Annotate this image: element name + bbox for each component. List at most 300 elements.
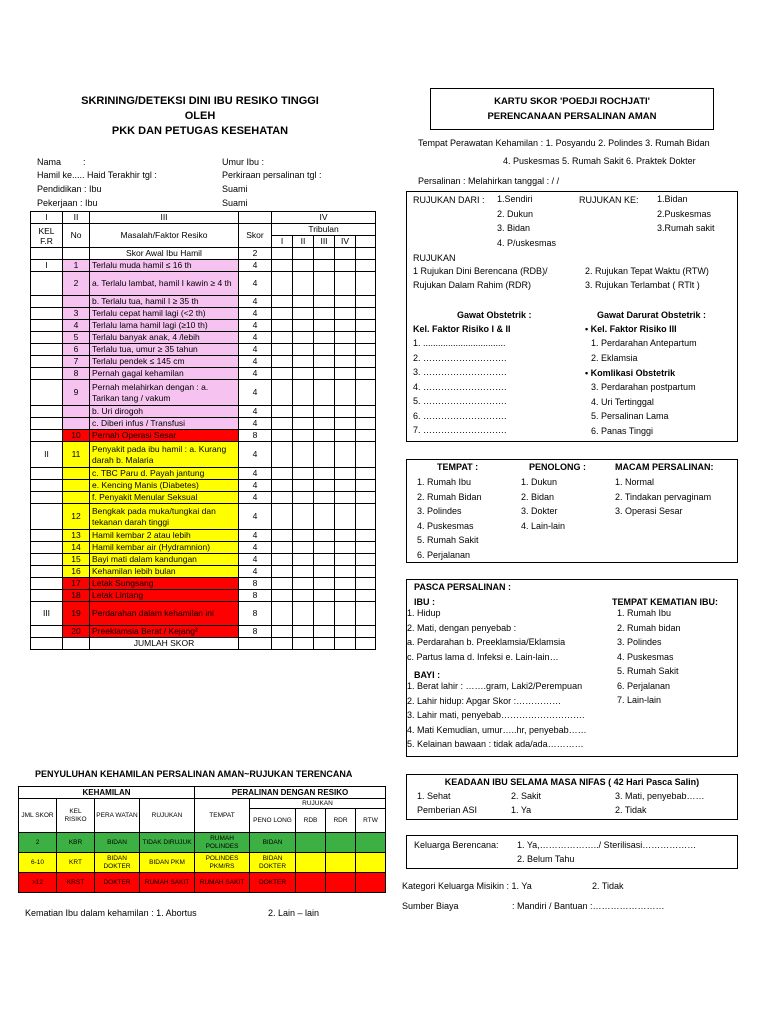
tribulan-cell[interactable]	[293, 602, 314, 626]
tribulan-cell[interactable]	[356, 480, 376, 492]
tempat-kematian-item: 3. Polindes	[617, 637, 662, 647]
tribulan-cell[interactable]	[356, 442, 376, 468]
tribulan-cell[interactable]	[314, 296, 335, 308]
risk-no: 3	[63, 308, 90, 320]
tribulan-cell[interactable]	[272, 626, 293, 638]
rujukan-dari-item: 1.Sendiri	[497, 194, 533, 204]
pen-rujukan-cell[interactable]	[356, 853, 386, 873]
risk-row	[31, 344, 376, 356]
tribulan-cell[interactable]	[293, 418, 314, 430]
tribulan-cell[interactable]	[272, 578, 293, 590]
risk-text: Penyakit pada ibu hamil : a. Kurang darah b. Malaria	[90, 442, 239, 468]
tribulan-cell[interactable]	[335, 504, 356, 530]
tribulan-cell[interactable]	[272, 380, 293, 406]
tribulan-cell[interactable]	[314, 626, 335, 638]
tribulan-cell[interactable]	[335, 296, 356, 308]
tribulan-cell[interactable]	[335, 638, 356, 650]
tribulan-cell[interactable]	[356, 468, 376, 480]
macam-list	[615, 475, 711, 519]
tribulan-col: II	[293, 236, 314, 248]
penyuluhan-row	[19, 873, 386, 893]
tribulan-cell[interactable]	[356, 492, 376, 504]
tribulan-cell[interactable]	[314, 272, 335, 296]
tribulan-cell[interactable]	[356, 602, 376, 626]
tribulan-cell[interactable]	[272, 530, 293, 542]
tribulan-cell[interactable]	[293, 590, 314, 602]
pen-tempat: RUMAH SAKIT	[195, 873, 250, 893]
risk-row	[31, 430, 376, 442]
tribulan-cell[interactable]	[335, 332, 356, 344]
penyuluhan-title: PENYULUHAN KEHAMILAN PERSALINAN AMAN~RUJUKAN TERENCANA	[35, 769, 353, 779]
tribulan-cell[interactable]	[356, 356, 376, 368]
tribulan-cell[interactable]	[356, 418, 376, 430]
pen-ruj: TIDAK DIRUJUK	[140, 833, 195, 853]
risk-no: 20	[63, 626, 90, 638]
bayi-item: 3. Lahir mati, penyebab……………………….	[407, 710, 585, 720]
col-i-header: I	[31, 212, 63, 224]
tribulan-cell[interactable]	[293, 430, 314, 442]
tribulan-cell[interactable]	[272, 332, 293, 344]
risk-text: Terlalu lama hamil lagi (≥10 th)	[90, 320, 239, 332]
risk-text: Terlalu cepat hamil lagi (<2 th)	[90, 308, 239, 320]
tribulan-cell[interactable]	[272, 492, 293, 504]
tempat-list	[417, 475, 482, 562]
tribulan-cell[interactable]	[335, 590, 356, 602]
risk-text: a. Terlalu lambat, hamil I kawin ≥ 4 th	[90, 272, 239, 296]
tribulan-cell[interactable]	[356, 248, 376, 260]
risk-text: Skor Awal Ibu Hamil	[90, 248, 239, 260]
tribulan-cell[interactable]	[335, 406, 356, 418]
pen-jml: 6-10	[19, 853, 57, 873]
risk-skor	[239, 638, 272, 650]
penyuluhan-row	[19, 833, 386, 853]
skor-header: Skor	[239, 224, 272, 248]
gawat-dots-list	[413, 336, 507, 438]
risk-no	[63, 418, 90, 430]
tribulan-cell[interactable]	[314, 504, 335, 530]
tribulan-cell[interactable]	[293, 578, 314, 590]
tribulan-cell[interactable]	[335, 356, 356, 368]
risk-text: Terlalu muda hamil ≤ 16 th	[90, 260, 239, 272]
nama-colon: :	[83, 157, 86, 167]
rujukan-ke-item: 2.Puskesmas	[657, 208, 712, 219]
risk-table	[30, 211, 376, 650]
risk-no: 18	[63, 590, 90, 602]
kel3-item: 2. Eklamsia	[591, 352, 638, 363]
tribulan-cell[interactable]	[314, 430, 335, 442]
kel-faktor-12: Kel. Faktor Risiko I & II	[413, 324, 511, 334]
tribulan-cell[interactable]	[314, 406, 335, 418]
kel3-list	[591, 336, 697, 365]
risk-no: 12	[63, 504, 90, 530]
tribulan-cell[interactable]	[314, 530, 335, 542]
risk-kel	[31, 368, 63, 380]
asi-ya: 1. Ya	[511, 805, 532, 815]
tribulan-cell[interactable]	[293, 296, 314, 308]
rujukan-dari-item: 4. P/uskesmas	[497, 237, 557, 248]
tribulan-cell[interactable]	[272, 272, 293, 296]
tribulan-cell[interactable]	[335, 344, 356, 356]
tribulan-cell[interactable]	[314, 590, 335, 602]
bayi-item: 1. Berat lahir : …….gram, Laki2/Perempuan	[407, 681, 583, 691]
tribulan-cell[interactable]	[335, 380, 356, 406]
risk-kel	[31, 566, 63, 578]
tribulan-cell[interactable]	[272, 542, 293, 554]
tribulan-cell[interactable]	[356, 272, 376, 296]
tribulan-cell[interactable]	[272, 480, 293, 492]
tribulan-cell[interactable]	[293, 480, 314, 492]
risk-skor: 4	[239, 554, 272, 566]
risk-kel	[31, 380, 63, 406]
tribulan-cell[interactable]	[335, 272, 356, 296]
tribulan-cell[interactable]	[272, 308, 293, 320]
tribulan-cell[interactable]	[314, 418, 335, 430]
tribulan-cell[interactable]	[314, 554, 335, 566]
tempat-header: TEMPAT	[195, 799, 250, 833]
kematian-opt2: 2. Lain – lain	[268, 908, 320, 918]
tribulan-cell[interactable]	[293, 442, 314, 468]
tribulan-cell[interactable]	[314, 380, 335, 406]
tribulan-cell[interactable]	[335, 442, 356, 468]
tribulan-cell[interactable]	[314, 248, 335, 260]
tribulan-cell[interactable]	[314, 480, 335, 492]
tribulan-cell[interactable]	[356, 530, 376, 542]
bayi-list	[407, 679, 587, 752]
risk-no: 6	[63, 344, 90, 356]
tribulan-cell[interactable]	[293, 320, 314, 332]
ibu-item: 2. Mati, dengan penyebab :	[407, 622, 517, 633]
tribulan-cell[interactable]	[356, 590, 376, 602]
tribulan-cell[interactable]	[335, 260, 356, 272]
tribulan-cell[interactable]	[335, 602, 356, 626]
tribulan-cell[interactable]	[314, 602, 335, 626]
bayi-item: 2. Lahir hidup: Apgar Skor :……………	[407, 695, 562, 706]
pen-ruj: BIDAN PKM	[140, 853, 195, 873]
komplikasi-item: 3. Perdarahan postpartum	[591, 382, 696, 392]
asi-tidak: 2. Tidak	[615, 805, 647, 815]
tribulan-cell[interactable]	[356, 578, 376, 590]
risk-row	[31, 480, 376, 492]
risk-kel	[31, 542, 63, 554]
risk-no: 2	[63, 272, 90, 296]
pen-rujukan-cell[interactable]	[356, 873, 386, 893]
risk-text: b. Terlalu tua, hamil I ≥ 35 th	[90, 296, 239, 308]
risk-text: b. Uri dirogoh	[90, 406, 239, 418]
nifas-box	[406, 774, 738, 820]
pekerjaan-label: Pekerjaan : Ibu	[37, 198, 98, 208]
risk-skor: 8	[239, 626, 272, 638]
ibu-item: 1. Hidup	[407, 608, 441, 618]
tribulan-cell[interactable]	[314, 260, 335, 272]
risk-skor: 8	[239, 430, 272, 442]
tribulan-cell[interactable]	[356, 368, 376, 380]
risk-kel	[31, 406, 63, 418]
tribulan-cell[interactable]	[293, 554, 314, 566]
risk-row	[31, 554, 376, 566]
tribulan-cell[interactable]	[293, 542, 314, 554]
gawat-dot-item: 2. ……………………….	[413, 352, 507, 363]
tribulan-cell[interactable]	[293, 492, 314, 504]
tribulan-cell[interactable]	[314, 320, 335, 332]
sumber-label: Sumber Biaya	[402, 901, 459, 911]
tribulan-cell[interactable]	[335, 308, 356, 320]
pasca-title: PASCA PERSALINAN :	[414, 582, 512, 592]
risk-skor: 4	[239, 260, 272, 272]
rujukan-dari-list	[497, 192, 556, 250]
penolong-header: PENO LONG	[250, 809, 296, 833]
tribulan-cell[interactable]	[293, 332, 314, 344]
tribulan-cell[interactable]	[272, 418, 293, 430]
risk-no: 14	[63, 542, 90, 554]
tribulan-cell[interactable]	[314, 368, 335, 380]
tribulan-cell[interactable]	[335, 418, 356, 430]
tempat-item: 4. Puskesmas	[417, 520, 474, 531]
tempat-kematian-title: TEMPAT KEMATIAN IBU:	[612, 597, 718, 607]
tribulan-cell[interactable]	[314, 566, 335, 578]
risk-kel	[31, 590, 63, 602]
rujukan-header: RUJUKAN	[140, 799, 195, 833]
no-header: No	[63, 224, 90, 248]
tribulan-cell[interactable]	[272, 468, 293, 480]
tribulan-cell[interactable]	[293, 248, 314, 260]
risk-kel	[31, 320, 63, 332]
tribulan-cell[interactable]	[356, 554, 376, 566]
tribulan-cell[interactable]	[335, 530, 356, 542]
tribulan-cell[interactable]	[293, 468, 314, 480]
tribulan-cell[interactable]	[335, 248, 356, 260]
tribulan-cell[interactable]	[356, 332, 376, 344]
tribulan-cell[interactable]	[335, 542, 356, 554]
risk-no	[63, 248, 90, 260]
komplikasi-item: 4. Uri Tertinggal	[591, 396, 654, 407]
rujukan-dari-item: 3. Bidan	[497, 223, 531, 233]
pen-tempat: POLINDES PKM/RS	[195, 853, 250, 873]
tribulan-cell[interactable]	[272, 554, 293, 566]
tribulan-cell[interactable]	[356, 380, 376, 406]
tribulan-cell[interactable]	[356, 542, 376, 554]
tribulan-cell[interactable]	[335, 566, 356, 578]
rujukan-dari-label: RUJUKAN DARI :	[413, 195, 485, 205]
tribulan-cell[interactable]	[293, 504, 314, 530]
risk-row	[31, 468, 376, 480]
tribulan-cell[interactable]	[314, 356, 335, 368]
kartu-title2: PERENCANAAN PERSALINAN AMAN	[487, 111, 657, 122]
tribulan-cell[interactable]	[335, 480, 356, 492]
tribulan-cell[interactable]	[335, 468, 356, 480]
risk-text: Pernah Operasi Sesar	[90, 430, 239, 442]
rtw-header: RTW	[356, 809, 386, 833]
risk-kel	[31, 272, 63, 296]
asi-label: Pemberian ASI	[417, 805, 478, 815]
tribulan-cell[interactable]	[335, 368, 356, 380]
tribulan-cell[interactable]	[293, 344, 314, 356]
tribulan-cell[interactable]	[314, 344, 335, 356]
risk-no: 1	[63, 260, 90, 272]
risk-no: 7	[63, 356, 90, 368]
tribulan-cell[interactable]	[335, 492, 356, 504]
tempat-item: 1. Rumah Ibu	[417, 477, 472, 487]
tribulan-cell[interactable]	[293, 530, 314, 542]
pen-peno: BIDAN DOKTER	[250, 853, 296, 873]
risk-kel: III	[31, 602, 63, 626]
tribulan-blank	[356, 236, 376, 248]
tribulan-cell[interactable]	[356, 504, 376, 530]
tribulan-cell[interactable]	[335, 320, 356, 332]
peralinan-header: PERALINAN DENGAN RESIKO	[195, 787, 386, 799]
tribulan-cell[interactable]	[335, 626, 356, 638]
tribulan-cell[interactable]	[356, 308, 376, 320]
tribulan-cell[interactable]	[272, 260, 293, 272]
tribulan-cell[interactable]	[272, 442, 293, 468]
tribulan-cell[interactable]	[272, 406, 293, 418]
penolong-header: PENOLONG :	[529, 462, 587, 472]
tempat-penolong-box	[406, 459, 738, 563]
tempat-kematian-item: 4. Puskesmas	[617, 651, 674, 662]
tribulan-cell[interactable]	[314, 442, 335, 468]
umur-label: Umur Ibu :	[222, 157, 265, 167]
tribulan-cell[interactable]	[293, 566, 314, 578]
tribulan-cell[interactable]	[356, 430, 376, 442]
tribulan-cell[interactable]	[356, 638, 376, 650]
gawat-dot-item: 5. ……………………….	[413, 396, 507, 406]
rujukan-ke-list	[657, 192, 715, 236]
gawat-darurat: Gawat Darurat Obstetrik :	[597, 310, 707, 320]
tribulan-col: I	[272, 236, 293, 248]
tribulan-cell[interactable]	[314, 468, 335, 480]
pen-rujukan-cell[interactable]	[326, 873, 356, 893]
risk-no	[63, 638, 90, 650]
penolong-item: 4. Lain-lain	[521, 520, 566, 531]
pen-rujukan-cell[interactable]	[356, 833, 386, 853]
pen-rujukan-cell[interactable]	[296, 833, 326, 853]
tribulan-cell[interactable]	[293, 626, 314, 638]
tribulan-cell[interactable]	[356, 626, 376, 638]
tribulan-cell[interactable]	[293, 308, 314, 320]
tempat-kematian-item: 2. Rumah bidan	[617, 622, 681, 633]
macam-item: 1. Normal	[615, 477, 655, 487]
tribulan-cell[interactable]	[314, 492, 335, 504]
gawat-dot-item: 6. ……………………….	[413, 410, 507, 421]
risk-no: 16	[63, 566, 90, 578]
tribulan-cell[interactable]	[314, 542, 335, 554]
tempat-perawatan-line1: Tempat Perawatan Kehamilan : 1. Posyandu 2. Polindes 3. Rumah Bidan	[418, 138, 710, 148]
risk-row	[31, 578, 376, 590]
tribulan-cell[interactable]	[293, 260, 314, 272]
komplikasi-label: • Komlikasi Obstetrik	[585, 368, 676, 378]
suami-pekerjaan: Suami	[222, 198, 248, 208]
tempat-kematian-item: 7. Lain-lain	[617, 695, 662, 705]
risk-skor: 4	[239, 344, 272, 356]
tribulan-cell[interactable]	[314, 332, 335, 344]
risk-skor: 4	[239, 380, 272, 406]
pen-rujukan-cell[interactable]	[296, 873, 326, 893]
risk-skor: 4	[239, 566, 272, 578]
risk-skor: 4	[239, 320, 272, 332]
perkiraan-label: Perkiraan persalinan tgl :	[222, 170, 322, 180]
col-skor-blank	[239, 212, 272, 224]
risk-no: 15	[63, 554, 90, 566]
rujukan-box	[406, 191, 738, 442]
tribulan-cell[interactable]	[272, 602, 293, 626]
pen-ruj: RUMAH SAKIT	[140, 873, 195, 893]
tribulan-cell[interactable]	[272, 504, 293, 530]
risk-skor: 4	[239, 530, 272, 542]
tribulan-cell[interactable]	[314, 638, 335, 650]
tribulan-cell[interactable]	[314, 308, 335, 320]
tribulan-cell[interactable]	[356, 296, 376, 308]
risk-kel	[31, 332, 63, 344]
tribulan-cell[interactable]	[356, 406, 376, 418]
rujukan-rtlt: 3. Rujukan Terlambat ( RTlt )	[585, 280, 700, 290]
miskin-tidak: 2. Tidak	[592, 881, 624, 891]
kb-opt2: 2. Belum Tahu	[517, 854, 575, 864]
rujukan-ke-item: 3.Rumah sakit	[657, 223, 715, 233]
tribulan-cell[interactable]	[356, 320, 376, 332]
risk-row	[31, 530, 376, 542]
komplikasi-item: 6. Panas Tinggi	[591, 425, 654, 436]
macam-header: MACAM PERSALINAN:	[615, 462, 714, 472]
col-iii-header: III	[90, 212, 239, 224]
risk-no	[63, 406, 90, 418]
risk-row	[31, 332, 376, 344]
bayi-item: 4. Mati Kemudian, umur…..hr, penyebab……	[407, 724, 587, 735]
tribulan-cell[interactable]	[272, 356, 293, 368]
tribulan-cell[interactable]	[293, 272, 314, 296]
risk-row	[31, 638, 376, 650]
tribulan-cell[interactable]	[272, 344, 293, 356]
tribulan-cell[interactable]	[272, 368, 293, 380]
risk-kel	[31, 430, 63, 442]
tribulan-cell[interactable]	[293, 356, 314, 368]
tribulan-cell[interactable]	[356, 566, 376, 578]
tribulan-cell[interactable]	[272, 590, 293, 602]
tribulan-cell[interactable]	[335, 578, 356, 590]
risk-row	[31, 442, 376, 468]
tribulan-cell[interactable]	[293, 638, 314, 650]
tribulan-cell[interactable]	[293, 368, 314, 380]
risk-row	[31, 320, 376, 332]
risk-text: c. TBC Paru d. Payah jantung	[90, 468, 239, 480]
tribulan-cell[interactable]	[272, 430, 293, 442]
tribulan-cell[interactable]	[335, 554, 356, 566]
risk-text: Terlalu tua, umur ≥ 35 tahun	[90, 344, 239, 356]
pendidikan-label: Pendidikan : Ibu	[37, 184, 102, 194]
risk-kel	[31, 480, 63, 492]
rujukan-rtw: 2. Rujukan Tepat Waktu (RTW)	[585, 266, 709, 276]
rujukan2-header: RUJUKAN	[250, 799, 386, 809]
tribulan-cell[interactable]	[272, 320, 293, 332]
tempat-item: 2. Rumah Bidan	[417, 491, 482, 502]
pen-rujukan-cell[interactable]	[296, 853, 326, 873]
tribulan-cell[interactable]	[356, 260, 376, 272]
tribulan-cell[interactable]	[272, 248, 293, 260]
tribulan-cell[interactable]	[356, 344, 376, 356]
tribulan-cell[interactable]	[272, 566, 293, 578]
tribulan-cell[interactable]	[293, 406, 314, 418]
kematian-label: Kematian Ibu dalam kehamilan : 1. Abortus	[25, 908, 197, 918]
pen-rujukan-cell[interactable]	[326, 853, 356, 873]
tribulan-cell[interactable]	[272, 638, 293, 650]
tribulan-cell[interactable]	[272, 296, 293, 308]
rujukan-label: RUJUKAN	[413, 253, 456, 263]
komplikasi-list	[591, 380, 696, 438]
tribulan-cell[interactable]	[293, 380, 314, 406]
risk-kel	[31, 504, 63, 530]
risk-row	[31, 380, 376, 406]
tribulan-cell[interactable]	[314, 578, 335, 590]
tribulan-cell[interactable]	[335, 430, 356, 442]
pen-rujukan-cell[interactable]	[326, 833, 356, 853]
